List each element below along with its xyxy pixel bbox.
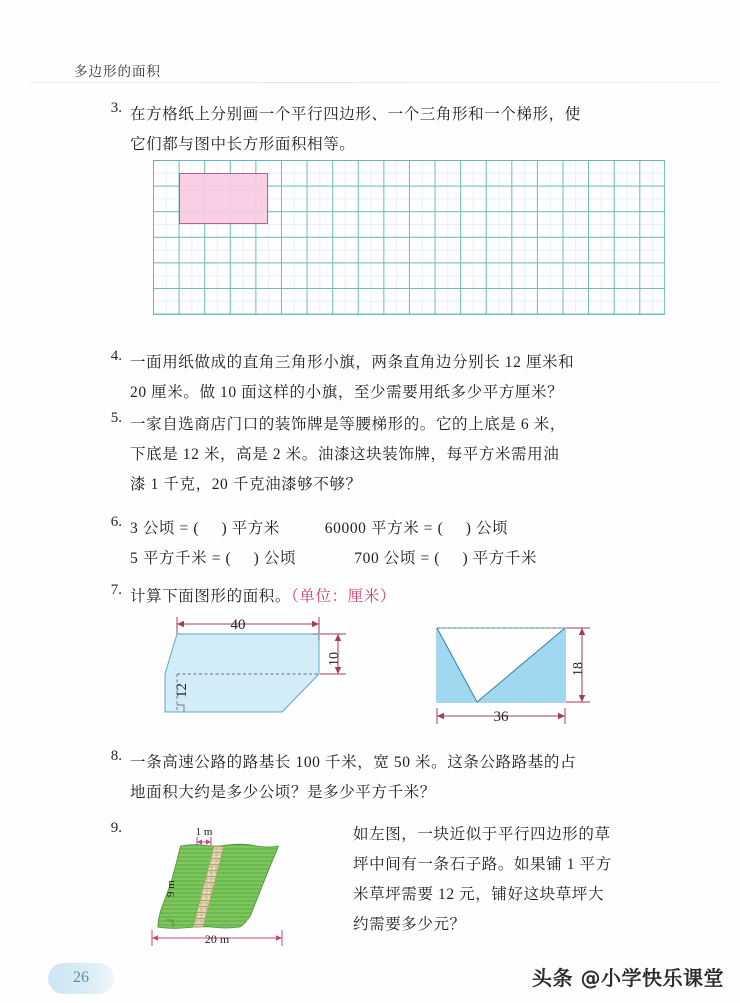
problem-5-line-1: 一家自选商店门口的装饰牌是等腰梯形的。它的上底是 6 米， [130,416,566,433]
q6-r1-right-blank [443,520,465,537]
label-36: 36 [493,709,509,725]
problem-5-line-2: 下底是 12 米，高是 2 米。油漆这块装饰牌，每平方米需用油 [130,446,560,463]
figure-compound-rectangle-parallelogram [160,612,375,734]
problem-9-line-1: 如左图，一块近似于平行四边形的草 [353,826,611,843]
problem-9 [345,820,612,940]
problem-8-line-2: 地面积大约是多少公顷？是多少平方千米？ [130,784,436,801]
compound-shape-outline [165,634,319,712]
problem-9-number: 9. [110,820,122,836]
q6-r2-left-blank [231,550,253,567]
figure-two-triangles-in-rectangle [425,612,600,734]
problem-7 [96,582,396,612]
problem-6 [96,514,537,574]
q6-r2-left-post: ) 公顷 [253,550,297,567]
problem-5 [96,410,566,500]
q6-r2-right-pre: 700 公顷 = ( [354,550,441,567]
label-9m: 9 m [165,880,177,897]
problem-6-body [130,514,537,574]
problem-9-line-3: 米草坪需要 12 元，铺好这块草坪大 [353,886,605,903]
problem-6-number: 6. [110,514,122,530]
problem-8-line-1: 一条高速公路的路基长 100 千米，宽 50 米。这条公路路基的占 [130,754,577,771]
q6-r2-gap [296,550,354,567]
label-18: 18 [571,662,586,676]
problem-9-number-block [96,820,122,837]
label-40: 40 [230,617,246,633]
q6-r1-right-pre: 60000 平方米 = ( [324,520,444,537]
problem-7-text: 计算下面图形的面积。 [130,588,292,605]
pink-rectangle [179,173,269,224]
grid-paper-figure [153,160,665,315]
problem-5-text [130,410,566,500]
problem-8-number: 8. [110,748,122,764]
problem-3-line-1: 在方格纸上分别画一个平行四边形、一个三角形和一个梯形，使 [130,106,581,123]
problem-3-number: 3. [110,100,122,116]
problem-8 [96,748,576,808]
q6-r2-right-blank [440,550,462,567]
problem-4-line-2: 20 厘米。做 10 面这样的小旗，至少需要用纸多少平方厘米？ [130,384,564,401]
problem-4-text [130,348,574,408]
problem-7-number: 7. [110,582,122,598]
problem-3-line-2: 它们都与图中长方形面积相等。 [130,136,356,153]
label-1m: 1 m [195,826,213,838]
problem-4-line-1: 一面用纸做成的直角三角形小旗，两条直角边分别长 12 厘米和 [130,354,575,371]
problem-3-text [130,100,581,160]
problem-9-line-4: 约需要多少元？ [353,916,466,933]
problem-6-row-2 [130,544,537,574]
problem-7-line-1 [130,582,396,612]
page-number: 26 [73,969,89,986]
q6-r1-right-post: ) 公顷 [465,520,509,537]
problem-7-body [130,582,396,612]
label-10: 10 [327,652,342,666]
page-number-badge [48,963,114,994]
q6-r2-right-post: ) 平方千米 [462,550,538,567]
problem-4 [96,348,574,408]
label-20m: 20 m [204,932,230,946]
q6-r1-gap [280,520,325,537]
problem-7-unit-note: （单位：厘米） [291,588,396,605]
problem-3 [96,100,581,160]
q6-r2-left-pre: 5 平方千米 = ( [130,550,232,567]
label-12: 12 [174,683,190,698]
header-rule [30,82,720,83]
q6-r1-left-blank [199,520,221,537]
problem-9-line-2: 坪中间有一条石子路。如果铺 1 平方 [353,856,612,873]
problem-9-text [353,820,612,940]
problem-5-number: 5. [110,410,122,426]
problem-6-row-1 [130,514,537,544]
problem-8-text [130,748,576,808]
running-head: 多边形的面积 [74,64,161,79]
watermark: 头条 @小学快乐课堂 [532,966,724,990]
problem-4-number: 4. [110,348,122,364]
figure-lawn-with-stone-path [140,822,330,950]
problem-5-line-3: 漆 1 千克，20 千克油漆够不够？ [130,476,362,493]
q6-r1-left-post: ) 平方米 [221,520,281,537]
q6-r1-left-pre: 3 公顷 = ( [130,520,200,537]
